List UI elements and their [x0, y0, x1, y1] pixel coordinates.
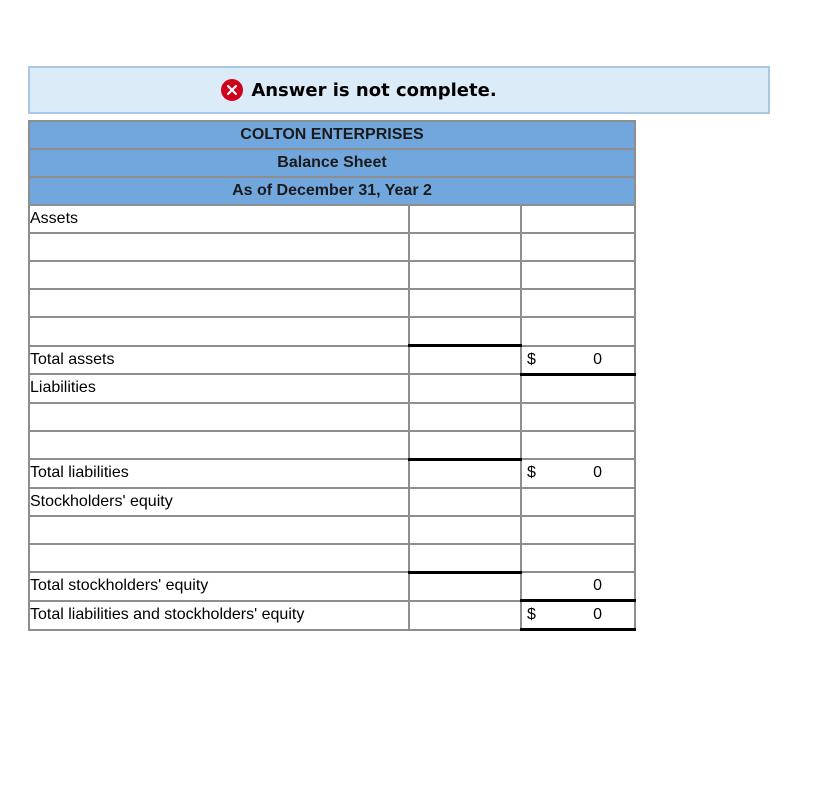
assets-heading: Assets [29, 205, 409, 233]
table-row [29, 289, 635, 317]
amount-input[interactable] [409, 572, 521, 601]
dollar-sign: $ [527, 350, 536, 368]
total-input[interactable] [521, 431, 635, 460]
account-select[interactable] [29, 544, 409, 573]
amount-input[interactable] [409, 261, 521, 289]
total-liabilities-and-equity-value: 0 [593, 606, 602, 623]
amount-input[interactable] [409, 488, 521, 516]
account-select[interactable] [29, 289, 409, 317]
total-stockholders-equity-input[interactable] [521, 572, 635, 601]
table-row [29, 346, 635, 375]
table-row [29, 233, 635, 261]
amount-input[interactable] [409, 544, 521, 573]
account-select[interactable] [29, 431, 409, 460]
company-name: COLTON ENTERPRISES [29, 121, 635, 149]
table-row [29, 601, 635, 630]
table-row [29, 459, 635, 488]
account-select[interactable] [29, 403, 409, 431]
total-input[interactable] [521, 261, 635, 289]
total-input[interactable] [521, 544, 635, 573]
incorrect-icon [221, 79, 243, 101]
amount-input[interactable] [409, 601, 521, 630]
account-select[interactable] [29, 516, 409, 544]
answer-status-banner [28, 66, 770, 114]
total-input[interactable] [521, 403, 635, 431]
table-row [29, 205, 635, 233]
total-liabilities-value: 0 [593, 464, 602, 481]
amount-input[interactable] [409, 459, 521, 488]
balance-sheet-table [28, 120, 636, 631]
table-row [29, 317, 635, 346]
table-row [29, 544, 635, 573]
total-liabilities-input[interactable] [521, 459, 635, 488]
table-row [29, 403, 635, 431]
table-row [29, 516, 635, 544]
total-liabilities-and-equity-input[interactable] [521, 601, 635, 630]
amount-input[interactable] [409, 317, 521, 346]
table-row [29, 572, 635, 601]
liabilities-heading: Liabilities [29, 374, 409, 403]
account-select[interactable] [29, 233, 409, 261]
table-row [29, 261, 635, 289]
total-input[interactable] [521, 233, 635, 261]
amount-input[interactable] [409, 233, 521, 261]
total-liabilities-label: Total liabilities [29, 459, 409, 488]
account-select[interactable] [29, 261, 409, 289]
total-assets-input[interactable] [521, 346, 635, 375]
table-row [29, 374, 635, 403]
amount-input[interactable] [409, 403, 521, 431]
amount-input[interactable] [409, 289, 521, 317]
total-assets-label: Total assets [29, 346, 409, 375]
statement-title: Balance Sheet [29, 149, 635, 177]
total-input[interactable] [521, 317, 635, 346]
total-input[interactable] [521, 488, 635, 516]
account-select[interactable] [29, 317, 409, 346]
amount-input[interactable] [409, 205, 521, 233]
total-input[interactable] [521, 516, 635, 544]
statement-date: As of December 31, Year 2 [29, 177, 635, 205]
total-assets-value: 0 [593, 350, 602, 368]
total-input[interactable] [521, 205, 635, 233]
total-liabilities-and-equity-label: Total liabilities and stockholders' equity [29, 601, 409, 630]
table-row [29, 488, 635, 516]
stockholders-equity-heading: Stockholders' equity [29, 488, 409, 516]
total-input[interactable] [521, 374, 635, 403]
dollar-sign: $ [527, 606, 536, 623]
amount-input[interactable] [409, 431, 521, 460]
amount-input[interactable] [409, 374, 521, 403]
total-input[interactable] [521, 289, 635, 317]
total-stockholders-equity-label: Total stockholders' equity [29, 572, 409, 601]
total-stockholders-equity-value: 0 [593, 577, 602, 594]
amount-input[interactable] [409, 516, 521, 544]
table-row [29, 431, 635, 460]
amount-input[interactable] [409, 346, 521, 375]
answer-status-text: Answer is not complete. [251, 79, 497, 101]
dollar-sign: $ [527, 464, 536, 481]
